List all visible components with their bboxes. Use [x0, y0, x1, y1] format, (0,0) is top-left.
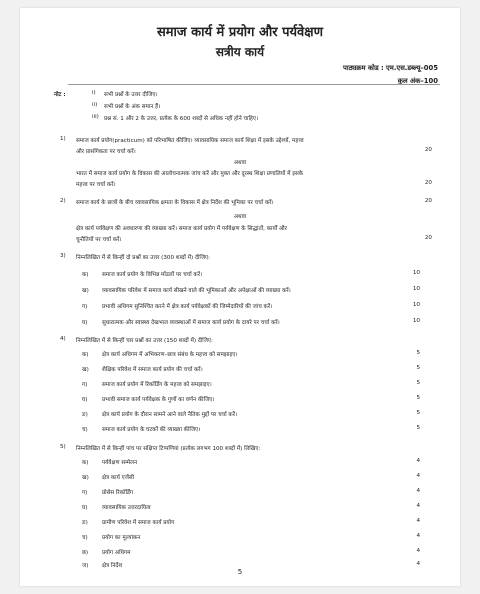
sub-item-number: क) — [82, 272, 89, 278]
sub-item-number: ख) — [82, 367, 89, 373]
sub-item-text: सुधारात्मक और स्वास्थ्य देखभाल व्यवस्थाओं में समाज कार्य प्रयोग के दायरे पर चर्चा करें। — [102, 320, 280, 326]
sub-item-number: घ) — [82, 505, 88, 511]
question-alt-text: क्षेत्र कार्य पर्यवेक्षण की अवधारणा की व्याख्या करें। समाज कार्य प्रयोग में पर्यवेक्षण के सिद्धांतों, कार्यों और — [76, 226, 287, 232]
sub-item-number: ग) — [82, 490, 88, 496]
note-item: सभी प्रश्नों के अंक समान हैं। — [104, 104, 161, 110]
sub-item-marks: 4 — [416, 561, 420, 567]
sub-item-marks: 10 — [412, 286, 420, 292]
sub-item-text: समाज कार्य प्रयोग के विभिन्न मॉडलों पर चर्चा करें। — [102, 272, 203, 278]
question-text: समाज कार्य के छात्रों के बीच व्यावसायिक क्षमता के विकास में क्षेत्र निर्देश की भूमिका पर चर्चा करें। — [76, 200, 274, 206]
question-number: 4) — [60, 336, 66, 342]
sub-item-marks: 4 — [416, 548, 420, 554]
sub-item-number: ङ) — [82, 412, 88, 418]
sub-item-text: क्षेत्र कार्य प्रयोग के दौरान सामने आने वाले नैतिक मुद्दों पर चर्चा करें। — [102, 412, 238, 418]
sub-item-text: समाज कार्य प्रयोग के घटकों की व्याख्या कीजिए। — [102, 427, 201, 433]
sub-item-marks: 4 — [416, 533, 420, 539]
question-alt-text: चुनौतियों पर चर्चा करें। — [76, 237, 122, 243]
question-intro: निम्नलिखित में से किन्हीं पांच पर संक्षिप्त टिप्पणियां (प्रत्येक लगभग 100 शब्दों में) लिखिए: — [76, 446, 261, 452]
sub-item-marks: 4 — [416, 458, 420, 464]
or-separator: अथवा — [233, 160, 247, 166]
sub-item-marks: 4 — [416, 503, 420, 509]
question-number: 5) — [60, 444, 66, 450]
sub-item-marks: 4 — [416, 488, 420, 494]
sub-item-marks: 5 — [416, 380, 420, 386]
sub-item-number: छ) — [82, 550, 89, 556]
sub-item-number: क) — [82, 460, 89, 466]
sub-item-marks: 5 — [416, 365, 420, 371]
question-intro: निम्नलिखित में से किन्हीं चार प्रश्नों का उत्तर (150 शब्दों में) दीजिए: — [76, 338, 213, 344]
question-number: 3) — [60, 253, 66, 259]
sub-item-text: समाज कार्य प्रयोग में रिकॉर्डिंग के महत्त्व को समझाइए। — [102, 382, 212, 388]
note-item: सभी प्रश्नों के उत्तर दीजिए। — [104, 92, 158, 98]
sub-item-number: ग) — [82, 304, 88, 310]
note-item-number: i) — [92, 90, 96, 96]
question-number: 1) — [60, 136, 66, 142]
sub-item-number: ख) — [82, 288, 89, 294]
question-marks: 20 — [424, 147, 432, 153]
note-label: नोट : — [54, 92, 66, 98]
question-text: समाज कार्य प्रयोग(practicum) को परिभाषित कीजिए। व्यावसायिक समाज कार्य शिक्षा में इसके उद्देश्यों, महत्त्व — [76, 138, 304, 144]
sub-item-number: क) — [82, 352, 89, 358]
note-item: प्रश्न सं. 1 और 2 के उत्तर, प्रत्येक के 600 शब्दों से अधिक नहीं होने चाहिए। — [104, 116, 259, 122]
sub-item-marks: 5 — [416, 350, 420, 356]
sub-item-text: व्यावसायिक उत्तरदायित्व — [102, 505, 151, 511]
sub-item-text: प्रभावी समाज कार्य पर्यवेक्षक के गुणों का वर्णन कीजिए। — [102, 397, 215, 403]
document-page — [20, 8, 460, 586]
question-alt-text: भारत में समाज कार्य प्रयोग के विकास की आलोचनात्मक जांच करें और मुक्त और दूरस्थ शिक्षा प्रणालियों में इसके — [76, 171, 304, 177]
sub-item-marks: 5 — [416, 425, 420, 431]
sub-item-marks: 4 — [416, 518, 420, 524]
sub-item-number: घ) — [82, 320, 88, 326]
sub-item-marks: 10 — [412, 270, 420, 276]
question-alt-text: महत्त्व पर चर्चा करें। — [76, 182, 116, 188]
question-text: और प्रासंगिकता पर चर्चा करें। — [76, 149, 136, 155]
sub-item-number: ग) — [82, 382, 88, 388]
sub-item-number: ङ) — [82, 520, 88, 526]
sub-item-text: पर्यवेक्षण सम्मेलन — [102, 460, 138, 466]
question-marks: 20 — [424, 180, 432, 186]
sub-item-number: ख) — [82, 475, 89, 481]
sub-item-number: च) — [82, 427, 88, 433]
page-number: 5 — [237, 568, 243, 576]
sub-item-marks: 10 — [412, 318, 420, 324]
sub-item-text: व्यावसायिक परिवेश में समाज कार्य सीखने वाले की भूमिकाओं और अपेक्षाओं की व्याख्या करें। — [102, 288, 291, 294]
note-item-number: iii) — [92, 114, 99, 120]
question-marks: 20 — [424, 235, 432, 241]
sub-item-text: प्रयोग अधिगम — [102, 550, 131, 556]
sub-item-text: क्षेत्र कार्य अधिगम में अभिकरण–छात्र संबंध के महत्त्व को समझाइए। — [102, 352, 238, 358]
total-marks: कुल अंक–100 — [397, 77, 438, 85]
sub-item-text: प्रयोग का मूल्यांकन — [102, 535, 141, 541]
sub-item-marks: 5 — [416, 395, 420, 401]
note-item-number: ii) — [92, 102, 98, 108]
sub-item-text: प्रभावी अधिगम सुनिश्चित करने में क्षेत्र कार्य पर्यवेक्षकों की जिम्मेदारियों की जांच करें। — [102, 304, 273, 310]
document-subtitle: सत्रीय कार्य — [215, 45, 265, 59]
sub-item-text: शैक्षिक परिवेश में समाज कार्य प्रयोग की चर्चा करें। — [102, 367, 203, 373]
sub-item-text: क्षेत्र निर्देश — [102, 563, 123, 569]
question-number: 2) — [60, 198, 66, 204]
sub-item-number: ज) — [82, 563, 89, 569]
document-title: समाज कार्य में प्रयोग और पर्यवेक्षण — [157, 25, 323, 40]
course-code: पाठ्यक्रम कोड : एम.एस.डब्ल्यू–005 — [343, 64, 438, 72]
question-intro: निम्नलिखित में से किन्हीं दो प्रश्नों का उत्तर (300 शब्दों में) दीजिए: — [76, 255, 210, 261]
sub-item-text: ग्रामीण परिवेश में समाज कार्य प्रयोग — [102, 520, 175, 526]
sub-item-number: च) — [82, 535, 88, 541]
sub-item-marks: 10 — [412, 302, 420, 308]
sub-item-marks: 5 — [416, 410, 420, 416]
sub-item-text: क्षेत्र कार्य एजेंसी — [102, 475, 135, 481]
header-divider — [68, 84, 440, 85]
sub-item-marks: 4 — [416, 473, 420, 479]
or-separator: अथवा — [233, 214, 247, 220]
question-marks: 20 — [424, 198, 432, 204]
sub-item-text: प्रोसेस रिकॉर्डिंग — [102, 490, 134, 496]
sub-item-number: घ) — [82, 397, 88, 403]
